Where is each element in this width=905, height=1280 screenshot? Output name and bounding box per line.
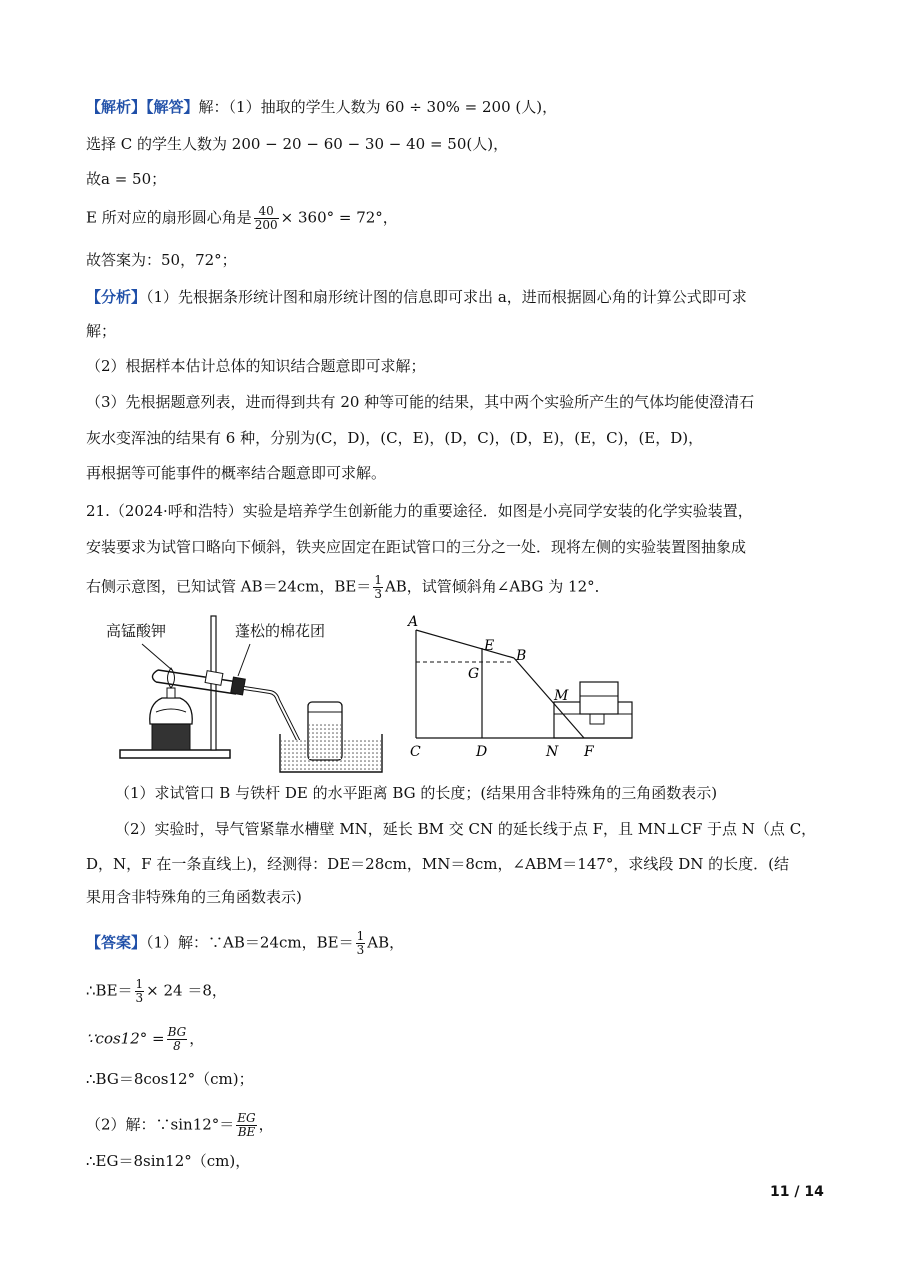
analysis-line-1 — [86, 286, 747, 308]
alcohol-lamp — [150, 698, 193, 724]
answer-text-1-pre: （1）解：∵AB＝24cm，BE＝ — [146, 933, 354, 952]
solution-line-2: 选择 C 的学生人数为 200 − 20 − 60 − 30 − 40 = 50(人)， — [86, 135, 509, 153]
schematic-figure — [400, 612, 640, 762]
fraction-numerator: BG — [167, 1025, 187, 1039]
label-cotton: 蓬松的棉花团 — [235, 622, 326, 640]
analysis-line-5: 灰水变浑浊的结果有 6 种，分别为(C，D)，(C，E)，(D，C)，(D，E)，(E，C)，(E，D)， — [86, 429, 704, 447]
solution-text-1: 解：（1）抽取的学生人数为 60 ÷ 30% = 200 (人)， — [198, 98, 558, 116]
tag-fenxi: 【分析】 — [86, 288, 147, 306]
fraction-1-3 — [356, 930, 366, 957]
question-2-line-1: （2）实验时，导气管紧靠水槽壁 MN，延长 BM 交 CN 的延长线于点 F，且 MN⊥CF 于点 N（点 C， — [115, 820, 817, 838]
point-label-e: E — [484, 638, 495, 654]
page-number: 11 / 14 — [770, 1184, 824, 1200]
fraction-numerator: 1 — [374, 573, 382, 587]
answer-text-3-post: ， — [189, 1029, 205, 1048]
fraction-bg-8 — [167, 1026, 188, 1053]
fraction-eg-be — [236, 1112, 256, 1139]
problem-text-3-pre: 右侧示意图，已知试管 AB＝24cm，BE＝ — [86, 577, 372, 596]
test-tube — [152, 670, 238, 694]
stand-base — [120, 750, 230, 758]
analysis-p1-text: （1）先根据条形统计图和扇形统计图的信息即可求出 a，进而根据圆心角的计算公式即可求 — [146, 288, 747, 306]
answer-text-3-pre: ∵cos12° = — [86, 1029, 165, 1048]
fraction-numerator: EG — [237, 1111, 256, 1125]
answer-text-5-post: ， — [258, 1115, 274, 1134]
fraction-1-3 — [135, 978, 145, 1005]
fraction-denominator: 3 — [135, 991, 144, 1005]
fraction-denominator: 3 — [356, 943, 365, 957]
problem-line-3 — [86, 574, 610, 601]
solution-text-4-post: × 360° = 72°， — [280, 208, 398, 227]
problem-line-2: 安装要求为试管口略向下倾斜，铁夹应固定在距试管口的三分之一处．现将左侧的实验装置图抽象成 — [86, 538, 747, 556]
solution-line-4 — [86, 205, 398, 232]
analysis-line-3: （2）根据样本估计总体的知识结合题意即可求解； — [86, 357, 426, 375]
fraction-numerator: 40 — [254, 205, 279, 219]
analysis-line-4: （3）先根据题意列表，进而得到共有 20 种等可能的结果，其中两个实验所产生的气体均能使澄清石 — [86, 393, 755, 411]
answer-line-4: ∴BG＝8cos12°（cm)； — [86, 1070, 254, 1088]
lab-apparatus-figure — [100, 612, 390, 780]
lamp-block — [152, 724, 190, 750]
answer-text-1-post: AB， — [367, 933, 405, 952]
tag-daan: 【答案】 — [86, 933, 147, 952]
solution-line-3: 故a = 50； — [86, 170, 167, 188]
question-2-line-3: 果用含非特殊角的三角函数表示) — [86, 888, 302, 906]
point-label-d: D — [476, 744, 488, 760]
point-label-a: A — [408, 614, 419, 630]
analysis-line-2: 解； — [86, 322, 117, 340]
solution-line-5: 故答案为：50，72°； — [86, 251, 237, 269]
tag-jieda: 【解答】 — [146, 98, 199, 116]
point-label-g: G — [468, 666, 480, 682]
label-kmno4: 高锰酸钾 — [106, 622, 167, 640]
fraction-numerator: 1 — [135, 977, 144, 991]
problem-text-3-post: AB，试管倾斜角∠ABG 为 12°． — [384, 577, 610, 596]
answer-line-3 — [86, 1026, 204, 1053]
answer-line-6: ∴EG＝8sin12°（cm)， — [86, 1152, 251, 1170]
question-1: （1）求试管口 B 与铁杆 DE 的水平距离 BG 的长度；(结果用含非特殊角的三角函数表示) — [115, 784, 718, 802]
fraction-denominator: 3 — [374, 587, 382, 601]
fraction-denominator: 200 — [254, 218, 278, 232]
point-label-b: B — [516, 648, 527, 664]
answer-line-5 — [86, 1112, 274, 1139]
fraction-denominator: BE — [237, 1125, 256, 1139]
analysis-line-6: 再根据等可能事件的概率结合题意即可求解。 — [86, 464, 387, 482]
answer-text-2-post: × 24 ＝8， — [146, 981, 227, 1000]
problem-line-1: 21.（2024·呼和浩特）实验是培养学生创新能力的重要途径．如图是小亮同学安装的化学实验装置， — [86, 502, 753, 520]
solution-line-1 — [86, 96, 557, 118]
point-label-c: C — [410, 744, 421, 760]
point-label-n: N — [546, 744, 559, 760]
answer-line-2 — [86, 978, 227, 1005]
fraction-40-200 — [254, 205, 279, 232]
solution-text-4-pre: E 所对应的扇形圆心角是 — [86, 208, 252, 227]
tag-jiexi: 【解析】 — [86, 98, 147, 116]
point-label-m: M — [554, 688, 569, 704]
fraction-numerator: 1 — [356, 929, 365, 943]
fraction-denominator: 8 — [173, 1039, 181, 1053]
point-label-f: F — [584, 744, 594, 760]
fraction-1-3 — [373, 574, 383, 601]
answer-text-2-pre: ∴BE＝ — [86, 981, 133, 1000]
clamp — [205, 671, 223, 686]
question-2-line-2: D，N，F 在一条直线上)，经测得：DE＝28cm，MN＝8cm，∠ABM＝147°，求线段 DN 的长度．(结 — [86, 855, 789, 873]
answer-line-1 — [86, 930, 404, 957]
stopper — [231, 677, 246, 695]
answer-text-5-pre: （2）解：∵sin12°＝ — [86, 1115, 235, 1134]
